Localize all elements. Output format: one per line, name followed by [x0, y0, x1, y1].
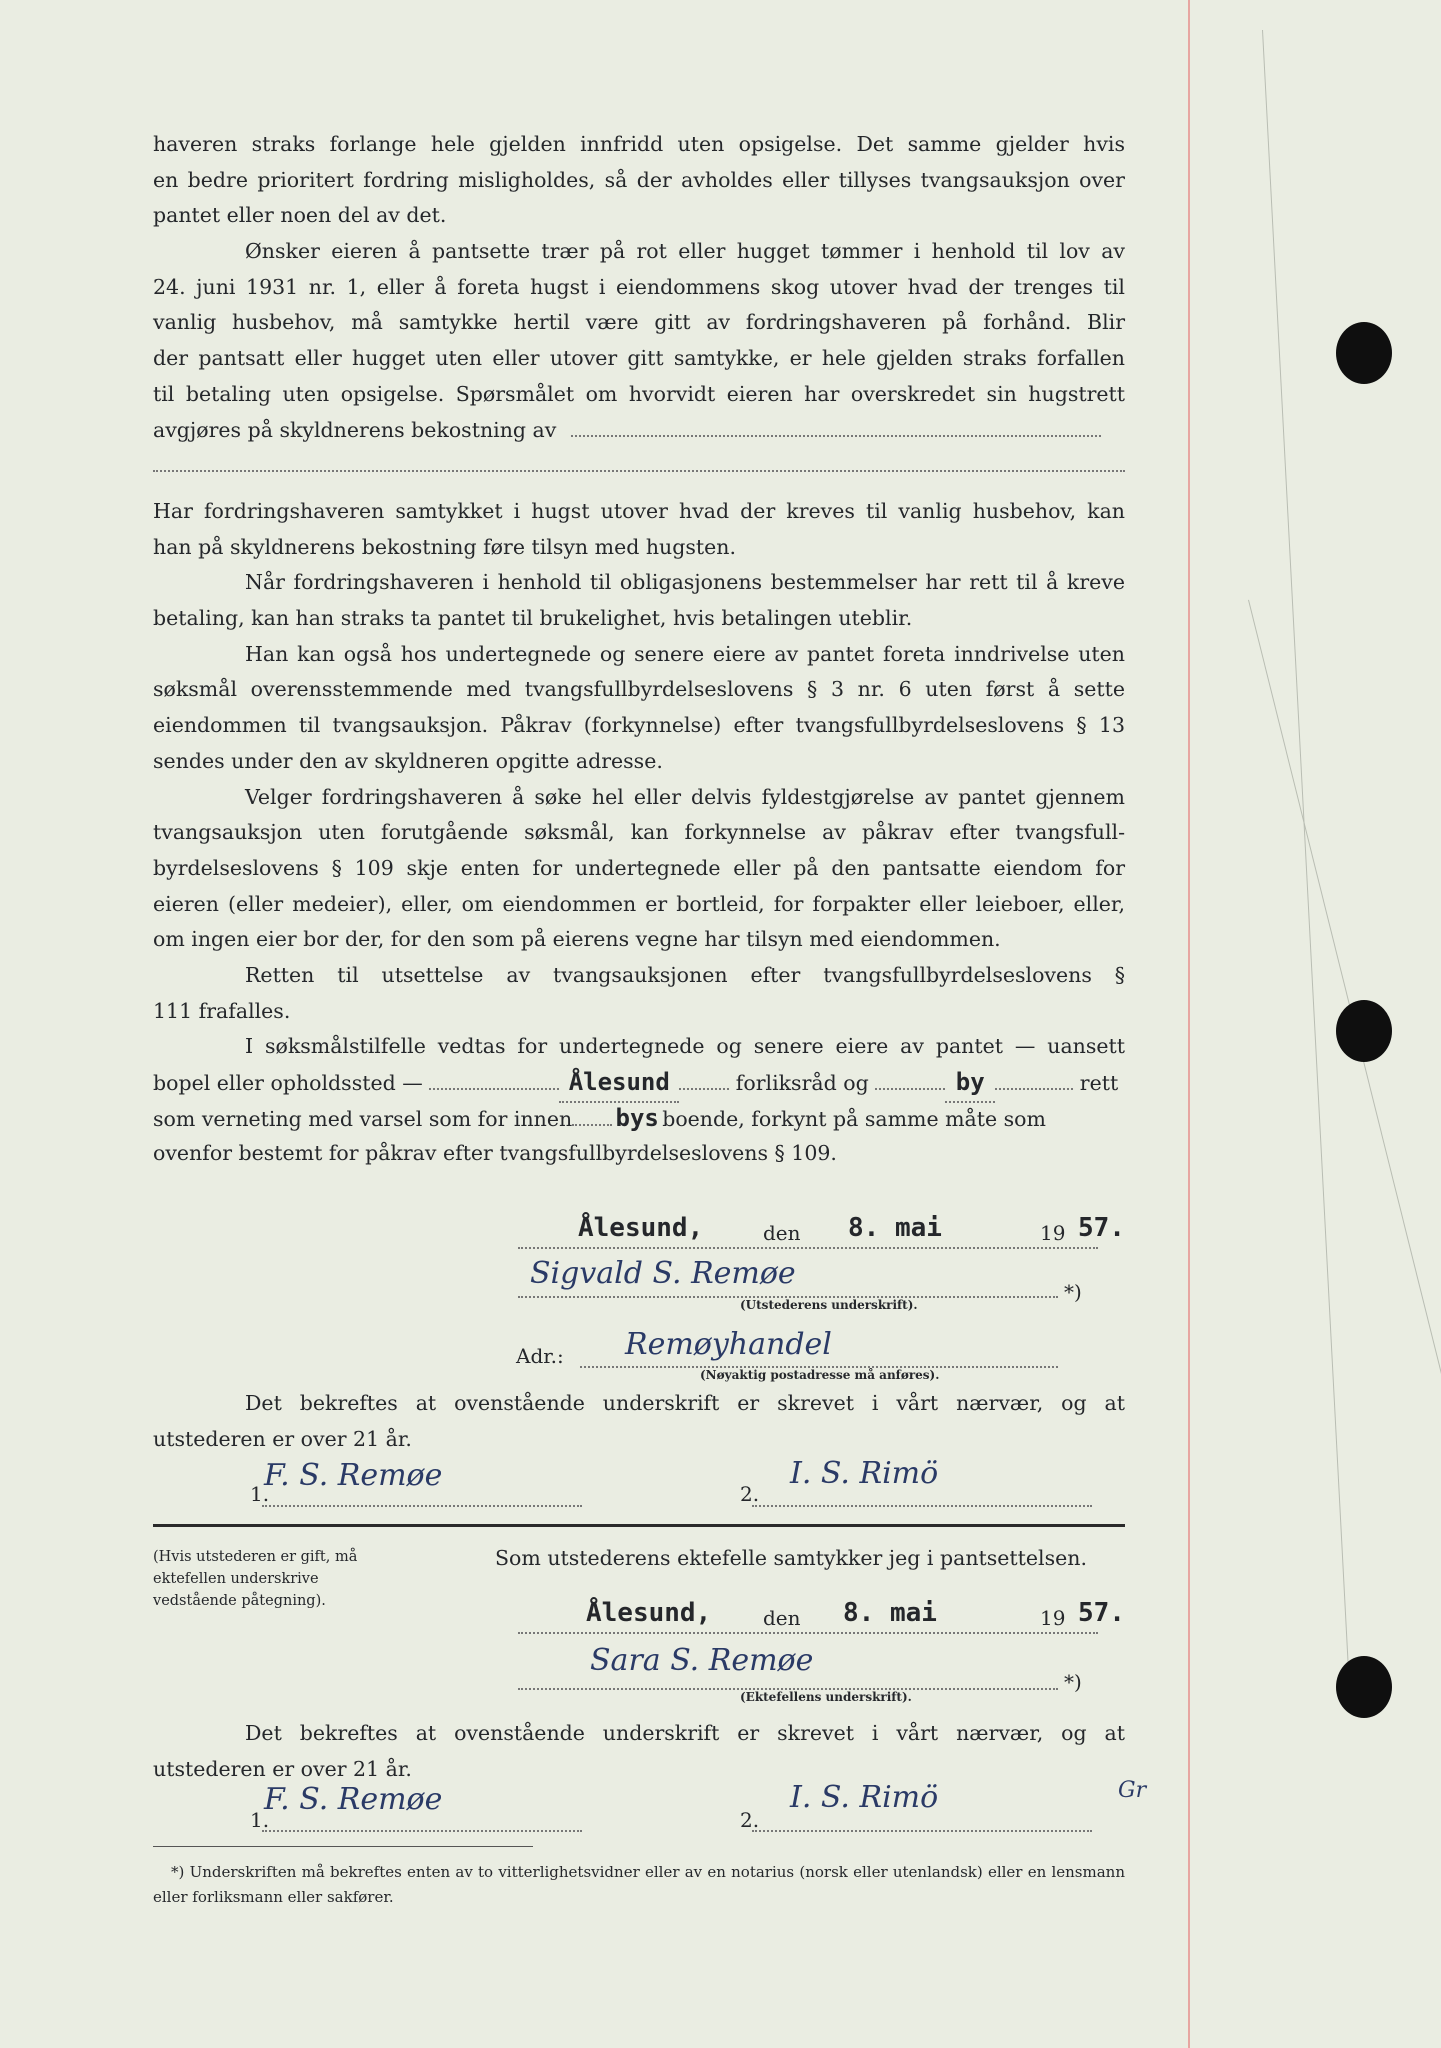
venue-line-3: ovenfor bestemt for påkrav efter tvangsfullbyrdelseslovens § 109. — [153, 1141, 837, 1166]
paragraph-block-1 — [153, 127, 1125, 448]
venue-line2-fill: bys — [615, 1103, 659, 1132]
witness-number-1: 1. — [250, 1482, 270, 1506]
year-suffix: 57. — [1078, 1598, 1125, 1628]
signature-star: *) — [1064, 1280, 1082, 1304]
venue-court: by — [945, 1065, 995, 1103]
punch-hole-bottom — [1336, 1656, 1392, 1718]
blank-fill-line — [429, 1066, 559, 1090]
body-line: til betaling uten opsigelse. Spørsmålet om hvorvidt eieren har overskredet sin hugstrett — [153, 381, 1125, 406]
confirm-line: Det bekreftes at ovenstående underskrift er skrevet i vårt nærvær, og at — [245, 1721, 1125, 1745]
paragraph-block-2 — [153, 494, 1125, 1172]
signing-place: Ålesund, — [578, 1213, 704, 1243]
paper-fold-line — [1262, 30, 1349, 1678]
body-line: søksmål overensstemmende med tvangsfullbyrdelseslovens § 3 nr. 6 uten først å sette — [153, 677, 1125, 702]
date-line-2 — [518, 1598, 1158, 1638]
spouse-note: (Hvis utstederen er gift, må ektefellen underskrive vedstående påtegning). — [153, 1549, 358, 1609]
body-line — [153, 413, 1125, 449]
venue-suffix: rett — [1079, 1071, 1119, 1095]
witness-line — [752, 1505, 1092, 1507]
witness-2-signature: I. S. Rimö — [790, 1456, 939, 1491]
body-line: Har fordringshaveren samtykket i hugst utover hvad der kreves til vanlig husbehov, kan — [153, 499, 1125, 523]
body-line: I søksmålstilfelle vedtas for undertegnede og senere eiere av pantet — uansett — [245, 1034, 1125, 1059]
venue-line — [153, 1065, 1125, 1101]
venue-prefix: bopel eller opholdssted — — [153, 1071, 423, 1095]
body-line: eiendommen til tvangsauksjon. Påkrav (forkynnelse) efter tvangsfullbyrdelseslovens § 13 — [153, 713, 1125, 738]
body-line: 24. juni 1931 nr. 1, eller å foreta hugst i eiendommens skog utover hvad der trenges til — [153, 274, 1125, 299]
signing-date: 8. mai — [848, 1213, 942, 1243]
witness-2-signature: I. S. Rimö — [790, 1780, 939, 1815]
signing-date: 8. mai — [843, 1598, 937, 1628]
body-line: Når fordringshaveren i henhold til obligasjonens bestemmelser har rett til å kreve — [245, 570, 1125, 595]
body-line: Velger fordringshaveren å søke hel eller delvis fyldestgjørelse av pantet gjennem — [245, 784, 1125, 809]
den-label: den — [763, 1221, 801, 1245]
venue-place: Ålesund — [559, 1065, 679, 1103]
venue-line-2 — [153, 1101, 1125, 1137]
short-rule — [153, 1846, 533, 1847]
blank-fill-line — [572, 1102, 612, 1126]
signature-star: *) — [1064, 1670, 1082, 1694]
venue-line2-prefix: som verneting med varsel som for innen — [153, 1106, 573, 1131]
body-line: betaling, kan han straks ta pantet til brukelighet, hvis betalingen uteblir. — [153, 606, 913, 631]
witness-number-1: 1. — [250, 1808, 270, 1832]
date-line-1 — [518, 1213, 1158, 1253]
body-line: vanlig husbehov, må samtykke hertil være gitt av fordringshaveren på forhånd. Blir — [153, 310, 1125, 335]
witness-line — [262, 1830, 582, 1832]
body-line: en bedre prioritert fordring misligholdes, så der avholdes eller tillyses tvangsauksjon over — [153, 167, 1125, 192]
body-line: Ønsker eieren å pantsette trær på rot eller hugget tømmer i henhold til lov av — [245, 239, 1125, 264]
signature-caption: (Utstederens underskrift). — [740, 1298, 918, 1312]
body-line-text: avgjøres på skyldnerens bekostning av — [153, 417, 557, 442]
witness-1-signature: F. S. Remøe — [264, 1458, 443, 1493]
confirm-block-1 — [153, 1386, 1125, 1457]
witness-line — [262, 1505, 582, 1507]
confirm-line: utstederen er over 21 år. — [153, 1426, 412, 1451]
address-caption: (Nøyaktig postadresse må anføres). — [700, 1368, 940, 1382]
blank-fill-line — [875, 1066, 945, 1090]
witness-1-signature: F. S. Remøe — [264, 1782, 443, 1817]
blank-fill-line — [995, 1066, 1073, 1090]
confirm-block-2 — [153, 1716, 1125, 1787]
venue-line2-suffix: boende, forkynt på samme måte som — [662, 1106, 1046, 1131]
issuer-signature: Sigvald S. Remøe — [530, 1256, 796, 1291]
punch-hole-top — [1336, 322, 1392, 384]
signature-caption: (Ektefellens underskrift). — [740, 1690, 912, 1704]
body-line: han på skyldnerens bekostning føre tilsyn med hugsten. — [153, 534, 736, 559]
address-value: Remøyhandel — [625, 1327, 832, 1362]
venue-mid: forliksråd og — [735, 1071, 869, 1095]
confirm-line: utstederen er over 21 år. — [153, 1756, 412, 1781]
signing-place: Ålesund, — [586, 1598, 712, 1628]
red-margin-line — [1188, 0, 1190, 2048]
body-line: 111 frafalles. — [153, 998, 291, 1023]
body-line: pantet eller noen del av det. — [153, 203, 447, 228]
body-line: haveren straks forlange hele gjelden innfridd uten opsigelse. Det samme gjelder hvis — [153, 132, 1125, 156]
body-line: byrdelseslovens § 109 skje enten for undertegnede eller på den pantsatte eiendom for — [153, 855, 1125, 880]
den-label: den — [763, 1606, 801, 1630]
witness-line — [752, 1830, 1092, 1832]
blank-fill-line — [679, 1066, 729, 1090]
body-line: Retten til utsettelse av tvangsauksjonen efter tvangsfullbyrdelseslovens § — [245, 962, 1125, 987]
year-prefix: 19 — [1040, 1221, 1066, 1245]
footnote: *) Underskriften må bekreftes enten av to vitterlighetsvidner eller av en notarius (norsk eller utenlandsk) eller en lensmann eller forliksmann eller sakfører. — [153, 1863, 1125, 1906]
body-line: eieren (eller medeier), eller, om eiendommen er bortleid, for forpakter eller leieboer, eller, — [153, 891, 1125, 916]
spouse-signature: Sara S. Remøe — [590, 1643, 814, 1678]
witness-number-2: 2. — [740, 1482, 760, 1506]
body-line: sendes under den av skyldneren opgitte adresse. — [153, 748, 663, 773]
confirm-line: Det bekreftes at ovenstående underskrift er skrevet i vårt nærvær, og at — [245, 1391, 1125, 1415]
year-suffix: 57. — [1078, 1213, 1125, 1243]
address-label: Adr.: — [516, 1344, 564, 1368]
initials-mark: Gr — [1118, 1778, 1147, 1803]
blank-fill-line — [571, 413, 1101, 437]
body-line: der pantsatt eller hugget uten eller utover gitt samtykke, er hele gjelden straks forfallen — [153, 346, 1125, 371]
punch-hole-middle — [1336, 1000, 1392, 1062]
spouse-consent: Som utstederens ektefelle samtykker jeg i pantsettelsen. — [495, 1546, 1087, 1570]
blank-fill-line — [153, 470, 1125, 472]
body-line: om ingen eier bor der, for den som på eierens vegne har tilsyn med eiendommen. — [153, 927, 1001, 952]
witness-number-2: 2. — [740, 1808, 760, 1832]
section-divider — [153, 1524, 1125, 1527]
year-prefix: 19 — [1040, 1606, 1066, 1630]
body-line: tvangsauksjon uten forutgående søksmål, kan forkynnelse av påkrav efter tvangsfull- — [153, 820, 1125, 845]
body-line: Han kan også hos undertegnede og senere eiere av pantet foreta inndrivelse uten — [245, 641, 1125, 666]
